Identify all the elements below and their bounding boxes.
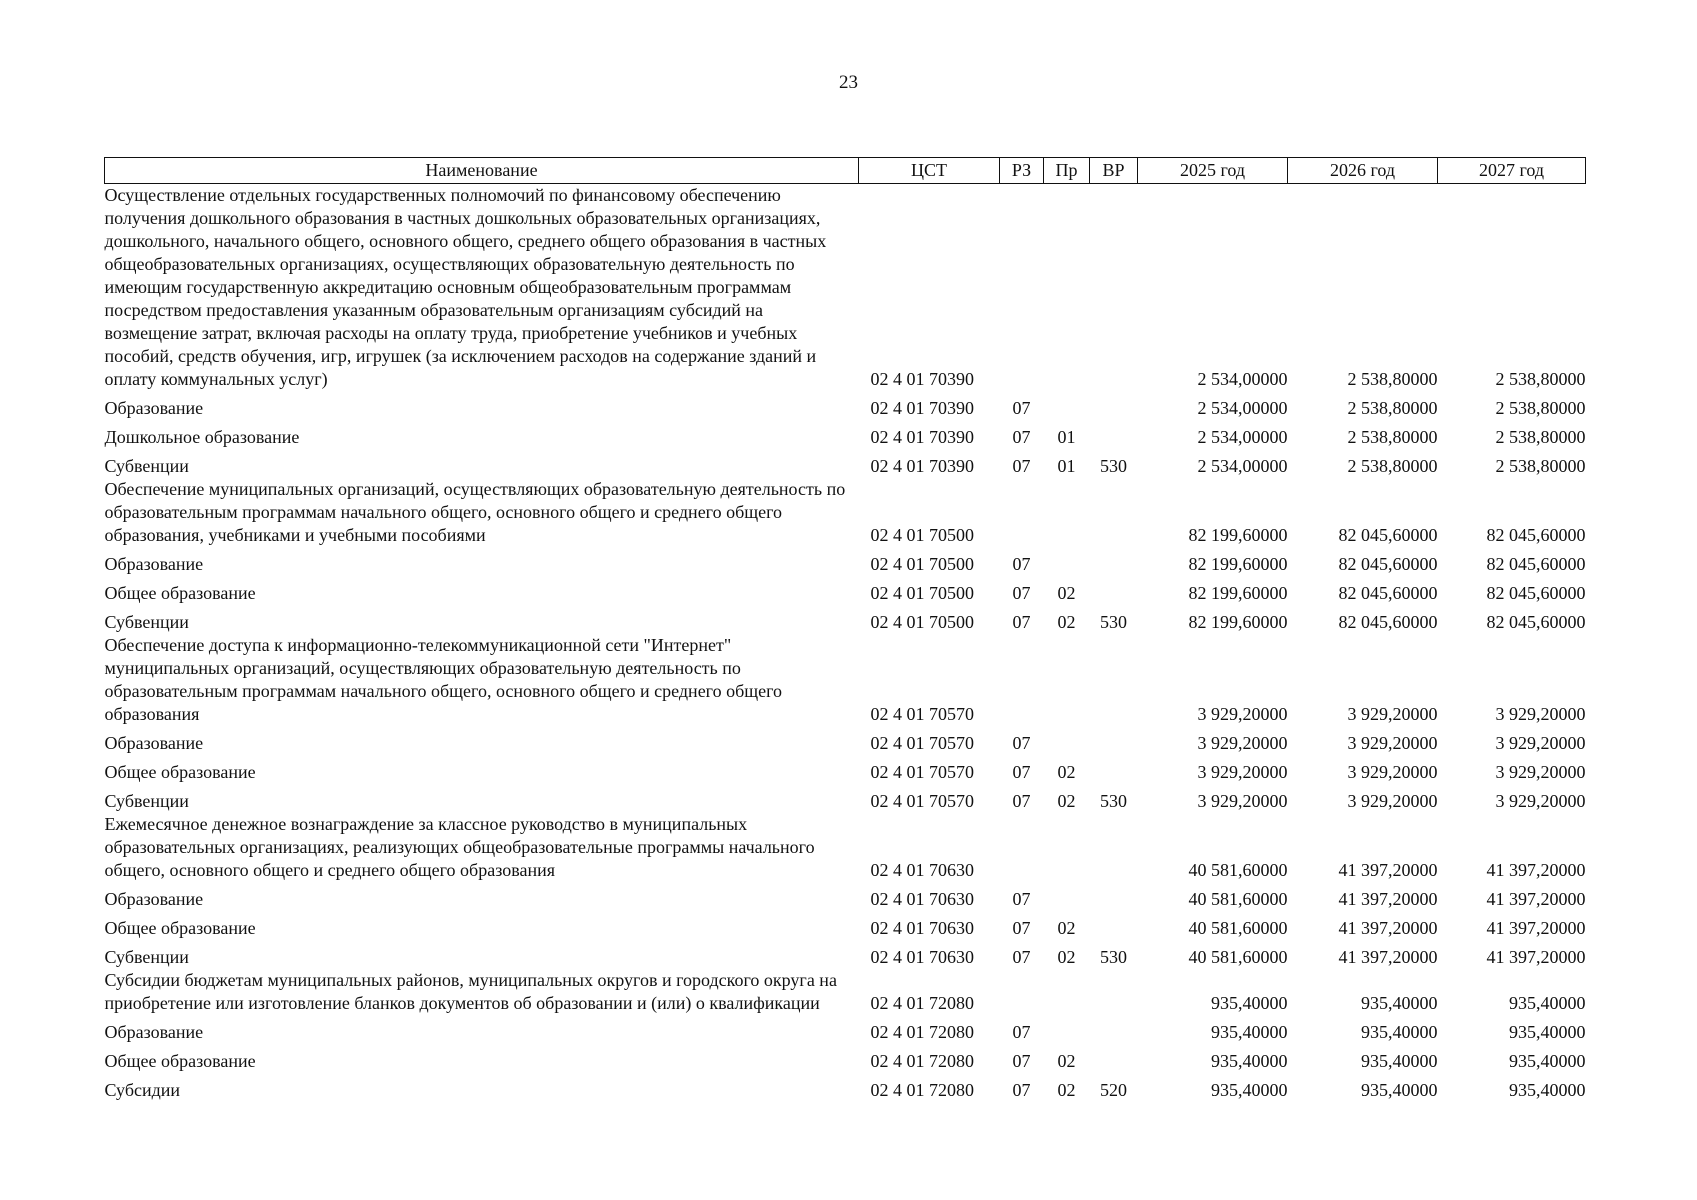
table-body [105, 184, 1586, 1103]
row-rz: 07 [1012, 427, 1031, 447]
row-amount-2026: 2 538,80000 [1347, 456, 1438, 476]
row-vr [1090, 726, 1138, 755]
row-cst: 02 4 01 70570 [870, 791, 974, 811]
row-amount-2025: 82 199,60000 [1188, 525, 1288, 545]
row-pr [1044, 547, 1090, 576]
row-pr: 02 [1057, 918, 1076, 938]
row-amount-2025: 935,40000 [1211, 1051, 1288, 1071]
header-rz: РЗ [1000, 158, 1044, 184]
row-name: Общее образование [104, 762, 256, 782]
header-cst: ЦСТ [859, 158, 1000, 184]
row-rz [1000, 478, 1044, 547]
row-rz [1000, 813, 1044, 882]
row-name: Обеспечение доступа к информационно-телекоммуникационной сети "Интернет" муниципальных организаций, осуществляющих образовательную деятельность по образовательным программам начального общего, основного общего и среднего общего образования [104, 635, 783, 724]
row-vr: 530 [1100, 947, 1127, 967]
header-pr: Пр [1044, 158, 1090, 184]
row-amount-2026: 3 929,20000 [1347, 733, 1438, 753]
page-number: 23 [839, 72, 858, 93]
row-amount-2025: 40 581,60000 [1188, 860, 1288, 880]
row-amount-2025: 3 929,20000 [1197, 791, 1288, 811]
table-row [105, 755, 1586, 784]
row-vr [1090, 576, 1138, 605]
row-amount-2025: 935,40000 [1211, 1080, 1288, 1100]
row-pr: 02 [1057, 1080, 1076, 1100]
row-vr [1090, 911, 1138, 940]
row-amount-2027: 3 929,20000 [1495, 791, 1586, 811]
row-amount-2026: 82 045,60000 [1338, 583, 1438, 603]
row-rz: 07 [1012, 791, 1031, 811]
header-2026: 2026 год [1288, 158, 1438, 184]
row-pr [1044, 969, 1090, 1015]
row-amount-2025: 2 534,00000 [1197, 398, 1288, 418]
row-rz: 07 [1012, 1080, 1031, 1100]
row-amount-2027: 3 929,20000 [1495, 762, 1586, 782]
row-cst: 02 4 01 72080 [870, 1022, 974, 1042]
row-amount-2026: 2 538,80000 [1347, 427, 1438, 447]
row-amount-2027: 82 045,60000 [1486, 525, 1586, 545]
row-vr: 530 [1100, 612, 1127, 632]
row-rz: 07 [1012, 889, 1031, 909]
row-rz [1000, 634, 1044, 726]
row-cst: 02 4 01 70390 [870, 398, 974, 418]
table-row [105, 391, 1586, 420]
row-name: Субвенции [104, 456, 189, 476]
row-name: Обеспечение муниципальных организаций, осуществляющих образовательную деятельность по образовательным программам начального общего, основного общего и среднего общего образования, учебниками и учебными пособиями [104, 479, 846, 545]
row-vr [1090, 420, 1138, 449]
row-amount-2027: 3 929,20000 [1495, 733, 1586, 753]
row-rz: 07 [1012, 733, 1031, 753]
row-cst: 02 4 01 70630 [870, 889, 974, 909]
table-row [105, 726, 1586, 755]
table-row [105, 784, 1586, 813]
row-amount-2027: 2 538,80000 [1495, 456, 1586, 476]
row-cst: 02 4 01 70500 [870, 525, 974, 545]
row-pr: 02 [1057, 947, 1076, 967]
row-amount-2027: 935,40000 [1509, 1051, 1586, 1071]
table-row [105, 1073, 1586, 1102]
row-cst: 02 4 01 70630 [870, 860, 974, 880]
row-amount-2025: 82 199,60000 [1188, 554, 1288, 574]
row-vr [1090, 391, 1138, 420]
row-cst: 02 4 01 70630 [870, 918, 974, 938]
row-name: Осуществление отдельных государственных полномочий по финансовому обеспечению получения дошкольного образования в частных дошкольных образовательных организациях, дошкольного, начального общего, основного общего, среднего общего образования в частных общеобразовательных организациях, осуществляющих образовательную деятельность по имеющим государственную аккредитацию основным общеобразовательным программам посредством предоставления указанным образовательным организациям субсидий на возмещение затрат, включая расходы на оплату труда, приобретение учебников и учебных пособий, средств обучения, игр, игрушек (за исключением расходов на содержание зданий и оплату коммунальных услуг) [104, 185, 827, 389]
row-amount-2025: 2 534,00000 [1197, 456, 1288, 476]
row-vr: 520 [1100, 1080, 1127, 1100]
row-amount-2026: 2 538,80000 [1347, 398, 1438, 418]
row-pr: 01 [1057, 427, 1076, 447]
row-name: Образование [104, 398, 204, 418]
row-amount-2026: 41 397,20000 [1338, 860, 1438, 880]
row-name: Ежемесячное денежное вознаграждение за классное руководство в муниципальных образовательных организациях, реализующих общеобразовательные программы начального общего, основного общего и среднего общего образования [104, 814, 815, 880]
table-row [105, 969, 1586, 1015]
row-vr [1090, 184, 1138, 392]
row-amount-2026: 82 045,60000 [1338, 612, 1438, 632]
row-pr: 02 [1057, 762, 1076, 782]
header-vr: ВР [1090, 158, 1138, 184]
row-amount-2027: 935,40000 [1509, 1022, 1586, 1042]
row-amount-2025: 3 929,20000 [1197, 733, 1288, 753]
row-amount-2027: 935,40000 [1509, 1080, 1586, 1100]
row-pr: 02 [1057, 612, 1076, 632]
row-rz: 07 [1012, 762, 1031, 782]
row-pr: 01 [1057, 456, 1076, 476]
row-amount-2025: 935,40000 [1211, 1022, 1288, 1042]
row-rz [1000, 969, 1044, 1015]
table-row [105, 1044, 1586, 1073]
row-pr [1044, 813, 1090, 882]
row-amount-2025: 40 581,60000 [1188, 918, 1288, 938]
table-row [105, 1015, 1586, 1044]
table-row [105, 940, 1586, 969]
row-pr [1044, 478, 1090, 547]
row-name: Образование [104, 554, 204, 574]
row-cst: 02 4 01 70630 [870, 947, 974, 967]
row-vr [1090, 478, 1138, 547]
row-cst: 02 4 01 70570 [870, 762, 974, 782]
row-vr: 530 [1100, 791, 1127, 811]
row-pr: 02 [1057, 791, 1076, 811]
row-pr [1044, 1015, 1090, 1044]
row-amount-2025: 40 581,60000 [1188, 947, 1288, 967]
row-amount-2026: 2 538,80000 [1347, 369, 1438, 389]
row-name: Образование [104, 1022, 204, 1042]
table-row [105, 449, 1586, 478]
row-vr [1090, 882, 1138, 911]
row-amount-2026: 41 397,20000 [1338, 918, 1438, 938]
row-name: Субвенции [104, 791, 189, 811]
row-pr: 02 [1057, 1051, 1076, 1071]
row-pr [1044, 634, 1090, 726]
row-rz: 07 [1012, 612, 1031, 632]
row-vr [1090, 969, 1138, 1015]
row-amount-2027: 82 045,60000 [1486, 583, 1586, 603]
row-cst: 02 4 01 70570 [870, 704, 974, 724]
row-vr [1090, 1015, 1138, 1044]
row-cst: 02 4 01 70500 [870, 554, 974, 574]
header-2025: 2025 год [1138, 158, 1288, 184]
row-amount-2026: 935,40000 [1361, 1022, 1438, 1042]
row-cst: 02 4 01 70390 [870, 456, 974, 476]
row-amount-2026: 3 929,20000 [1347, 762, 1438, 782]
row-name: Субсидии [104, 1080, 181, 1100]
row-rz: 07 [1012, 398, 1031, 418]
row-vr: 530 [1100, 456, 1127, 476]
row-amount-2025: 2 534,00000 [1197, 369, 1288, 389]
row-amount-2026: 82 045,60000 [1338, 525, 1438, 545]
table-row [105, 576, 1586, 605]
row-name: Образование [104, 733, 204, 753]
row-amount-2027: 3 929,20000 [1495, 704, 1586, 724]
table-row [105, 605, 1586, 634]
row-amount-2027: 41 397,20000 [1486, 860, 1586, 880]
row-rz: 07 [1012, 456, 1031, 476]
row-amount-2027: 2 538,80000 [1495, 398, 1586, 418]
row-pr [1044, 391, 1090, 420]
row-pr [1044, 726, 1090, 755]
row-amount-2025: 82 199,60000 [1188, 583, 1288, 603]
budget-table [104, 157, 1586, 1102]
table-row [105, 478, 1586, 547]
row-amount-2027: 82 045,60000 [1486, 554, 1586, 574]
row-amount-2025: 3 929,20000 [1197, 704, 1288, 724]
row-cst: 02 4 01 70500 [870, 583, 974, 603]
row-amount-2026: 935,40000 [1361, 1051, 1438, 1071]
row-pr [1044, 184, 1090, 392]
row-amount-2026: 935,40000 [1361, 1080, 1438, 1100]
header-row [105, 158, 1586, 184]
row-amount-2027: 2 538,80000 [1495, 369, 1586, 389]
row-amount-2026: 41 397,20000 [1338, 947, 1438, 967]
row-name: Общее образование [104, 918, 256, 938]
row-cst: 02 4 01 70570 [870, 733, 974, 753]
row-amount-2025: 82 199,60000 [1188, 612, 1288, 632]
table-row [105, 420, 1586, 449]
row-name: Образование [104, 889, 204, 909]
row-rz: 07 [1012, 1051, 1031, 1071]
row-rz: 07 [1012, 554, 1031, 574]
row-rz: 07 [1012, 918, 1031, 938]
row-rz [1000, 184, 1044, 392]
row-amount-2026: 935,40000 [1361, 993, 1438, 1013]
table-row [105, 184, 1586, 392]
table-row [105, 634, 1586, 726]
row-amount-2027: 41 397,20000 [1486, 889, 1586, 909]
row-amount-2026: 82 045,60000 [1338, 554, 1438, 574]
row-amount-2025: 3 929,20000 [1197, 762, 1288, 782]
row-name: Субвенции [104, 612, 189, 632]
row-vr [1090, 1044, 1138, 1073]
row-cst: 02 4 01 72080 [870, 993, 974, 1013]
row-amount-2026: 3 929,20000 [1347, 791, 1438, 811]
table-row [105, 813, 1586, 882]
table-row [105, 911, 1586, 940]
row-amount-2027: 2 538,80000 [1495, 427, 1586, 447]
row-vr [1090, 755, 1138, 784]
row-amount-2025: 2 534,00000 [1197, 427, 1288, 447]
row-pr: 02 [1057, 583, 1076, 603]
row-cst: 02 4 01 70500 [870, 612, 974, 632]
row-rz: 07 [1012, 947, 1031, 967]
row-cst: 02 4 01 72080 [870, 1051, 974, 1071]
row-rz: 07 [1012, 1022, 1031, 1042]
row-vr [1090, 547, 1138, 576]
row-rz: 07 [1012, 583, 1031, 603]
table-row [105, 547, 1586, 576]
row-pr [1044, 882, 1090, 911]
row-amount-2027: 935,40000 [1509, 993, 1586, 1013]
row-cst: 02 4 01 70390 [870, 427, 974, 447]
row-amount-2027: 82 045,60000 [1486, 612, 1586, 632]
row-cst: 02 4 01 72080 [870, 1080, 974, 1100]
row-name: Субвенции [104, 947, 189, 967]
row-amount-2025: 40 581,60000 [1188, 889, 1288, 909]
row-name: Общее образование [104, 1051, 256, 1071]
row-amount-2027: 41 397,20000 [1486, 947, 1586, 967]
row-name: Субсидии бюджетам муниципальных районов, муниципальных округов и городского округа на приобретение или изготовление бланков документов об образовании и (или) о квалификации [104, 970, 837, 1013]
header-name: Наименование [105, 158, 859, 184]
header-2027: 2027 год [1438, 158, 1586, 184]
row-amount-2026: 41 397,20000 [1338, 889, 1438, 909]
row-vr [1090, 634, 1138, 726]
row-name: Общее образование [104, 583, 256, 603]
row-vr [1090, 813, 1138, 882]
row-amount-2027: 41 397,20000 [1486, 918, 1586, 938]
row-name: Дошкольное образование [104, 427, 300, 447]
row-amount-2025: 935,40000 [1211, 993, 1288, 1013]
row-amount-2026: 3 929,20000 [1347, 704, 1438, 724]
table-row [105, 882, 1586, 911]
row-cst: 02 4 01 70390 [870, 369, 974, 389]
